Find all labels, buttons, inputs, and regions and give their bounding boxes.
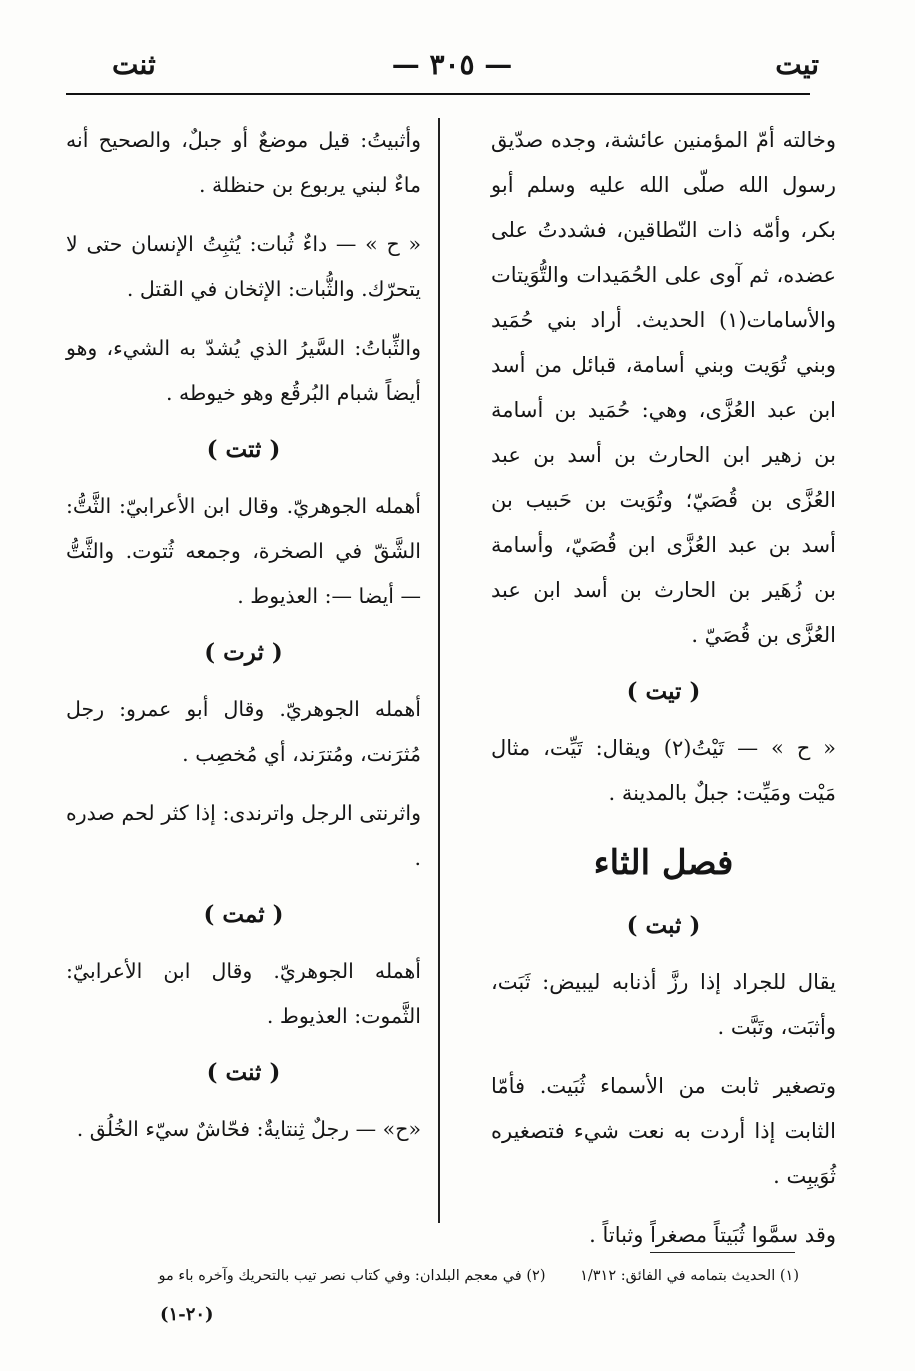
entry-paragraph: وتصغير ثابت من الأسماء ثُبَيت. فأمّا الثابت إذا أردت به نعت شيء فتصغيره ثُوَيبِت . xyxy=(491,1074,836,1188)
entry-paragraph: « ح » — داءٌ ثُبات: يُثبِتُ الإنسان حتى لا يتحرّك. والثُّبات: الإثخان في القتل . xyxy=(66,232,421,301)
footnote-rule xyxy=(650,1252,795,1253)
column-divider xyxy=(438,118,440,1223)
running-head-right: تيت xyxy=(775,48,819,81)
entry-paragraph: وقد سمَّوا ثُبَيتاً مصغراً وثباتاً . xyxy=(589,1223,836,1247)
footnote-2: (٢) في معجم البلدان: وفي كتاب نصر تيب بالتحريك وآخره باء مو xyxy=(158,1268,546,1284)
entry-paragraph: وخالته أمّ المؤمنين عائشة، وجده صدّيق رسول الله صلّى الله عليه وسلم أبو بكر، وأمّه ذات النّطاقين، فشددتُ على عضده، ثم آوى على الحُمَيدات والتُّوَيتات والأسامات(١) الحديث. أراد بني حُمَيد وبني تُوَيت وبني أسامة، قبائل من أسد ابن عبد العُزَّى، وهي: حُمَيد بن أسامة بن زهير ابن الحارث بن أسد بن عبد العُزَّى بن قُصَيّ؛ وتُوَيت بن حَبيب بن أسد بن عبد العُزَّى ابن قُصَيّ، وأسامة بن زُهَير بن الحارث بن أسد ابن عبد العُزَّى بن قُصَيّ . xyxy=(491,128,836,647)
signature-mark: (٢٠-١) xyxy=(160,1304,214,1325)
entry-paragraph: «ح» — رجلٌ ثِنتايةٌ: فحّاشٌ سيّء الخُلُق . xyxy=(76,1117,421,1141)
footnote-1: (١) الحديث بتمامه في الفائق: ١/٣١٢ xyxy=(580,1268,799,1284)
entry-heading: ( ثبت ) xyxy=(626,912,701,939)
entry-paragraph: والثِّباتُ: السَّيرُ الذي يُشدّ به الشيء، وهو أيضاً شبام البُرقُع وهو خيوطه . xyxy=(66,336,421,405)
page-number: — ٣٠٥ — xyxy=(391,48,513,81)
right-column xyxy=(491,118,836,1272)
entry-paragraph: أهمله الجوهريّ. وقال ابن الأعرابيّ: الثَّتُّ: الشَّقّ في الصخرة، وجمعه ثُتوت. والثَّتُّ — أيضا —: العذيوط . xyxy=(66,494,421,608)
entry-paragraph: أهمله الجوهريّ. وقال ابن الأعرابيّ: الثَّموت: العذيوط . xyxy=(66,959,421,1028)
entry-paragraph: « ح » — تَيْتُ(٢) ويقال: تَيِّت، مثال مَيْت ومَيِّت: جبلٌ بالمدينة . xyxy=(491,736,836,805)
entry-heading: ( تيت ) xyxy=(626,678,701,705)
entry-paragraph: يقال للجراد إذا رزَّ أذنابه ليبيض: ثَبَت، وأثبَت، وتَبَّت . xyxy=(491,970,836,1039)
header-rule xyxy=(66,93,810,95)
entry-paragraph: أهمله الجوهريّ. وقال أبو عمرو: رجل مُثرَنت، ومُترَند، أي مُخصِب . xyxy=(66,697,421,766)
chapter-heading: فصل الثاء xyxy=(593,843,734,883)
running-head-left: ثنت xyxy=(112,48,156,81)
entry-paragraph: واثرنتى الرجل واترندى: إذا كثر لحم صدره . xyxy=(66,801,421,870)
left-column xyxy=(66,118,421,1166)
entry-heading: ( ثمت ) xyxy=(203,901,284,928)
footnotes xyxy=(109,1262,799,1290)
entry-heading: ( ثنت ) xyxy=(206,1059,281,1086)
entry-paragraph: وأثبيتُ: قيل موضعٌ أو جبلٌ، والصحيح أنه ماءٌ لبني يربوع بن حنظلة . xyxy=(66,128,421,197)
entry-heading: ( ثتت ) xyxy=(206,436,281,463)
entry-heading: ( ثرت ) xyxy=(204,639,283,666)
